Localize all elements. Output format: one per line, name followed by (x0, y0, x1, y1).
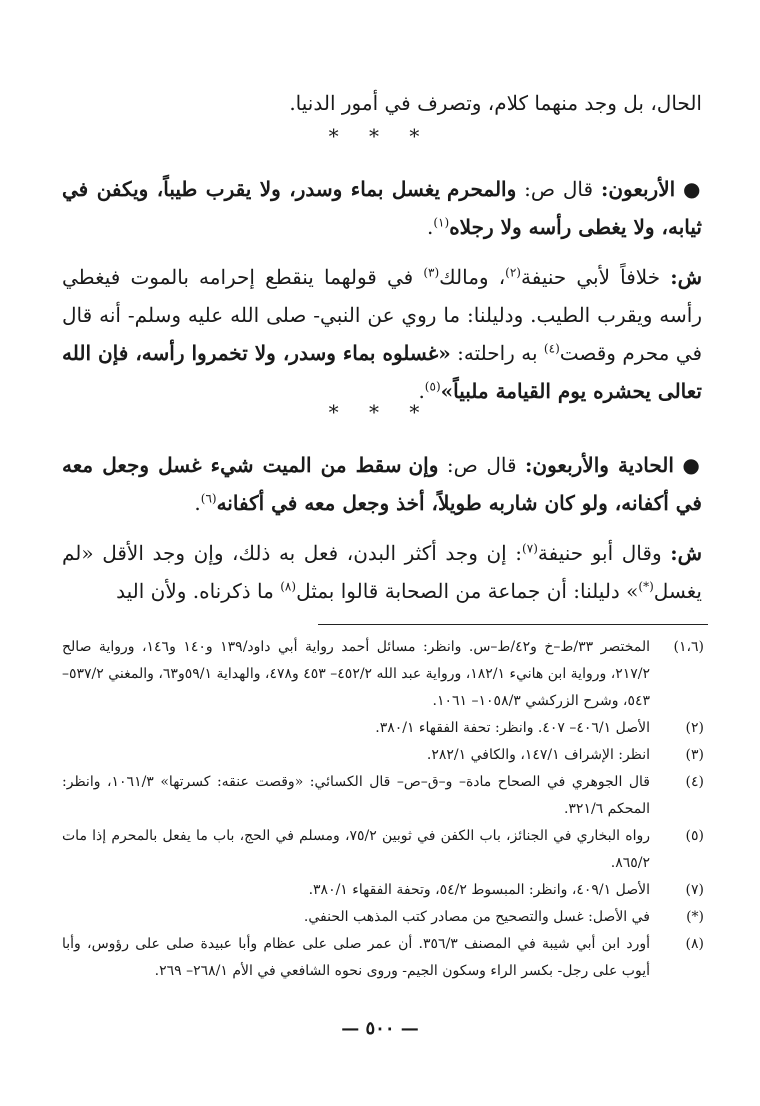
footnote-item (62, 823, 704, 877)
issue-intro: قال ص: (524, 177, 594, 201)
issue-intro: قال ص: (446, 453, 517, 477)
explanation-text: في قولهما ينقطع إحرامه بالموت فيغطي رأسه ويقرب الطيب. ودليلنا: ما روي عن النبي- صلى الله عليه وسلم- أنه قال في محرم وقصت (62, 265, 703, 365)
footnote-ref: (٢) (505, 265, 521, 280)
issue-forty (62, 170, 702, 246)
paragraph-continuation (62, 84, 702, 122)
explanation-label: ش: (670, 265, 703, 289)
section-separator: * * * (328, 400, 432, 424)
issue-text: والمحرم يغسل بماء وسدر، ولا يقرب طيباً، ويكفن في ثيابه، ولا يغطى رأسه ولا رجلاه (62, 177, 702, 239)
footnote-text: رواه البخاري في الجنائز، باب الكفن في ثوبين ٧٥/٢، ومسلم في الحج، باب ما يفعل بالمحرم إذا مات ٨٦٥/٢. (62, 828, 650, 871)
issue-label: الأربعون: (600, 177, 676, 201)
footnote-number: (٢) (685, 720, 704, 736)
explanation-paragraph (62, 258, 702, 410)
footnote-number: (*) (686, 909, 704, 925)
explanation-paragraph-2 (62, 534, 702, 610)
footnotes-list (62, 634, 704, 985)
explanation-label: ش: (670, 541, 702, 565)
explanation-text: : إن وجد أكثر البدن، فعل به ذلك، وإن وجد الأقل «لم يغسل (62, 541, 702, 603)
footnote-item (62, 715, 704, 742)
footnote-number: (٥) (685, 828, 704, 844)
footnote-text: الأصل ٤٠٩/١، وانظر: المبسوط ٥٤/٢، وتحفة الفقهاء ٣٨٠/١. (308, 882, 650, 898)
footnote-number: (٣) (685, 747, 704, 763)
explanation-end: . (418, 379, 425, 403)
page-number: — ٥٠٠ — (341, 1018, 419, 1039)
explanation-text: وقال أبو حنيفة (537, 541, 671, 565)
explanation-text: به راحلته: (457, 341, 544, 365)
footnote-item (62, 769, 704, 823)
explanation-text: ما ذكرناه. ولأن اليد (116, 579, 281, 603)
hadith-quote: «غسلوه بماء وسدر، ولا تخمروا رأسه، فإن الله تعالى يحشره يوم القيامة ملبياً» (62, 341, 702, 403)
footnote-item (62, 634, 704, 715)
footnote-ref: (٥) (424, 379, 441, 394)
footnote-number: (٤) (685, 774, 704, 790)
footnote-item (62, 931, 704, 985)
explanation-text: خلافاً لأبي حنيفة (520, 265, 661, 289)
explanation-text: » دليلنا: أن جماعة من الصحابة قالوا بمثل (296, 579, 639, 603)
footnote-number: (٨) (685, 936, 704, 952)
explanation-text: ، ومالك (439, 265, 506, 289)
footnote-divider (318, 624, 708, 625)
footnote-ref: (٤) (543, 341, 560, 356)
footnote-number: (٧) (685, 882, 704, 898)
paragraph-text: الحال، بل وجد منهما كلام، وتصرف في أمور الدنيا. (289, 91, 702, 115)
footnote-item (62, 742, 704, 769)
issue-end: . (427, 215, 434, 239)
footnote-ref: (*) (638, 579, 654, 594)
footnote-text: أورد ابن أبي شيبة في المصنف ٣٥٦/٣. أن عمر صلى على عظام وأبا عبيدة صلى على رؤوس، وأبا أيوب على رجل- بكسر الراء وسكون الجيم- وروى نحوه الشافعي في الأم ٢٦٨/١– ٢٦٩. (62, 936, 651, 979)
footnote-ref: (٦) (200, 491, 217, 506)
footnote-ref: (٨) (280, 579, 297, 594)
section-separator: * * * (328, 124, 432, 148)
footnote-text: انظر: الإشراف ١٤٧/١، والكافي ٢٨٢/١. (426, 747, 650, 763)
issue-forty-one (62, 446, 702, 522)
footnote-number: (١،٦) (673, 639, 704, 655)
issue-text: وإن سقط من الميت شيء غسل وجعل معه في أكفانه، ولو كان شاربه طويلاً، أخذ وجعل معه في أكفانه (62, 453, 702, 515)
footnote-text: الأصل ٤٠٦/١– ٤٠٧. وانظر: تحفة الفقهاء ٣٨٠/١. (375, 720, 650, 736)
footnote-item (62, 877, 704, 904)
issue-end: . (194, 491, 201, 515)
footnote-item (62, 904, 704, 931)
bullet-icon: ● (682, 453, 703, 477)
footnote-text: قال الجوهري في الصحاح مادة– و–ق–ص– قال الكسائي: «وقصت عنقه: كسرتها» ١٠٦١/٣، وانظر: المحكم ٣٢١/٦. (62, 774, 650, 817)
footnote-text: في الأصل: غسل والتصحيح من مصادر كتب المذهب الحنفي. (303, 909, 650, 925)
footnote-ref: (١) (433, 215, 450, 230)
bullet-icon: ● (683, 177, 702, 201)
footnote-text: المختصر ٣٣/ط–خ و٤٢/ط–س. وانظر: مسائل أحمد رواية أبي داود/١٣٩ و١٤٠ و١٤٦، ورواية صالح ٢١٧/٢، ورواية ابن هانيء ١٨٢/١، ورواية عبد الله ٤٥٢/٢– ٤٥٣ و٤٧٨، والهداية ٥٩/١و٦٣، والمغني ٥٣٧/٢– ٥٤٣، وشرح الزركشي ١٠٥٨/٣– ١٠٦١. (62, 639, 651, 709)
footnote-ref: (٧) (522, 541, 538, 556)
footnote-ref: (٣) (423, 265, 440, 280)
issue-label: الحادية والأربعون: (525, 453, 674, 477)
